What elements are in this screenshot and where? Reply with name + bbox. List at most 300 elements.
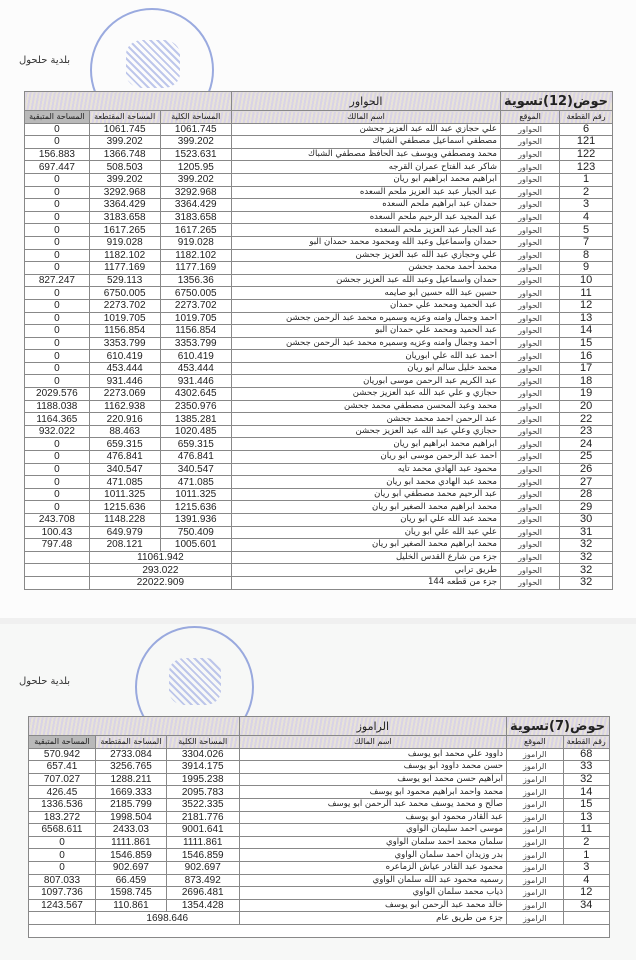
owner-name-cell: عبد الرحيم محمد مصطفي ابو ريان — [232, 488, 501, 501]
col-remaining-area: المساحة المتبقية — [29, 736, 96, 749]
cut-area-cell: 610.419 — [89, 350, 160, 363]
owner-name-cell: ابراهيم حسن محمد ابو يوسف — [239, 773, 506, 786]
table-row — [25, 362, 613, 375]
total-area-cell: 3364.429 — [160, 199, 231, 212]
location-cell: الحواور — [500, 438, 559, 451]
owner-name-cell: عبد الحميد ومحمد علي حمدان — [232, 299, 501, 312]
cut-area-cell: 529.113 — [89, 274, 160, 287]
plot-number-cell: 32 — [560, 539, 613, 552]
table-row — [25, 388, 613, 401]
plot-number-cell: 4 — [560, 211, 613, 224]
owner-name-cell: سلمان محمد احمد سلمان الواوي — [239, 836, 506, 849]
plot-number-cell: 2 — [563, 836, 609, 849]
total-area-cell: 2696.481 — [166, 887, 239, 900]
merged-area-cell: 1698.646 — [95, 912, 239, 925]
cut-area-cell: 1148.228 — [89, 514, 160, 527]
total-area-cell: 1391.936 — [160, 514, 231, 527]
table-row — [25, 350, 613, 363]
location-cell: الحواور — [500, 451, 559, 464]
remaining-area-cell: 0 — [25, 287, 90, 300]
total-area-cell: 1354.428 — [166, 899, 239, 912]
basin-title: حوض(12)تسوية — [500, 92, 612, 111]
remaining-area-cell — [25, 551, 90, 564]
cut-area-cell: 3353.799 — [89, 337, 160, 350]
cut-area-cell: 1182.102 — [89, 249, 160, 262]
total-area-cell: 1995.238 — [166, 773, 239, 786]
cut-area-cell: 1019.705 — [89, 312, 160, 325]
table-row — [29, 748, 610, 761]
col-cut-area: المساحة المقتطعة — [95, 736, 166, 749]
table-row — [25, 476, 613, 489]
remaining-area-cell: 243.708 — [25, 514, 90, 527]
remaining-area-cell: 707.027 — [29, 773, 96, 786]
plot-number-cell: 4 — [563, 874, 609, 887]
location-cell: الحواور — [500, 136, 559, 149]
remaining-area-cell: 0 — [25, 375, 90, 388]
location-cell: الراموز — [507, 824, 564, 837]
total-area-cell: 902.697 — [166, 861, 239, 874]
plot-number-cell: 17 — [560, 362, 613, 375]
remaining-area-cell: 1188.038 — [25, 400, 90, 413]
remaining-area-cell: 0 — [29, 861, 96, 874]
total-area-cell: 2350.976 — [160, 400, 231, 413]
owner-name-cell: صالح و محمد يوسف محمد عبد الرحمن ابو يوسف — [239, 798, 506, 811]
total-area-cell: 6750.005 — [160, 287, 231, 300]
cut-area-cell: 66.459 — [95, 874, 166, 887]
remaining-area-cell: 1097.736 — [29, 887, 96, 900]
merged-area-cell: 293.022 — [89, 564, 231, 577]
table-row — [25, 249, 613, 262]
blank-cell — [29, 924, 610, 937]
document-page-basin-7 — [0, 624, 636, 960]
owner-name-cell: شاكر عبد الفتاح عمران القرجه — [232, 161, 501, 174]
cut-area-cell: 1617.265 — [89, 224, 160, 237]
total-area-cell: 1205.95 — [160, 161, 231, 174]
table-row — [25, 274, 613, 287]
remaining-area-cell: 6568.611 — [29, 824, 96, 837]
col-total-area: المساحة الكلية — [160, 111, 231, 124]
plot-number-cell: 11 — [563, 824, 609, 837]
col-total-area: المساحة الكلية — [166, 736, 239, 749]
remaining-area-cell: 697.447 — [25, 161, 90, 174]
location-cell: الحواور — [500, 161, 559, 174]
plot-number-cell: 9 — [560, 262, 613, 275]
total-area-cell: 3304.026 — [166, 748, 239, 761]
owner-name-cell: حجازي و علي عبد الله عبد العزيز جحشن — [232, 388, 501, 401]
location-cell: الحواور — [500, 299, 559, 312]
total-area-cell: 1011.325 — [160, 488, 231, 501]
table-row-merged — [25, 551, 613, 564]
location-cell: الحواور — [500, 488, 559, 501]
cut-area-cell: 399.202 — [89, 136, 160, 149]
location-cell: الحواور — [500, 514, 559, 527]
remaining-area-cell: 0 — [25, 451, 90, 464]
table-row — [25, 262, 613, 275]
basin-title: حوض(7)تسوية — [507, 717, 610, 736]
owner-name-cell: ذياب محمد سلمان الواوي — [239, 887, 506, 900]
location-cell: الراموز — [507, 874, 564, 887]
owner-name-cell: احمد وجمال وامنه وعزيه وسميره محمد عبد الرحمن جحشن — [232, 337, 501, 350]
plot-number-cell: 22 — [560, 413, 613, 426]
remaining-area-cell: 0 — [25, 463, 90, 476]
table-row — [25, 539, 613, 552]
cut-area-cell: 2273.702 — [89, 299, 160, 312]
location-cell: الحواور — [500, 425, 559, 438]
remaining-area-cell: 426.45 — [29, 786, 96, 799]
location-cell: الراموز — [507, 887, 564, 900]
owner-name-cell: حمدان واسماعيل وعبد الله ومحمود محمد حمدان البو — [232, 236, 501, 249]
cut-area-cell: 3256.765 — [95, 761, 166, 774]
remaining-area-cell: 0 — [25, 501, 90, 514]
location-cell: الحواور — [500, 173, 559, 186]
location-cell: الحواور — [500, 236, 559, 249]
location-cell: الراموز — [507, 836, 564, 849]
cut-area-cell: 2185.799 — [95, 798, 166, 811]
remaining-area-cell — [25, 564, 90, 577]
location-cell: الحواور — [500, 539, 559, 552]
location-cell: الراموز — [507, 899, 564, 912]
total-area-cell: 3292.968 — [160, 186, 231, 199]
owner-name-cell: داوود علي محمد ابو يوسف — [239, 748, 506, 761]
owner-name-cell: خالد محمد عبد الرحمن ابو يوسف — [239, 899, 506, 912]
plot-number-cell: 33 — [563, 761, 609, 774]
cut-area-cell: 659.315 — [89, 438, 160, 451]
location-cell: الحواور — [500, 576, 559, 589]
plot-number-cell: 18 — [560, 375, 613, 388]
cut-area-cell: 1111.861 — [95, 836, 166, 849]
owner-name-cell: حمدان عبد ابراهيم ملحم السعده — [232, 199, 501, 212]
table-row — [25, 425, 613, 438]
total-area-cell: 931.446 — [160, 375, 231, 388]
col-owner-name: اسم المالك — [239, 736, 506, 749]
location-cell: الحواور — [500, 186, 559, 199]
owner-name-cell: حسين عبد الله حسين ابو صايمه — [232, 287, 501, 300]
owner-name-cell: عبد الكريم عبد الرحمن موسى ابوريان — [232, 375, 501, 388]
table-row — [29, 798, 610, 811]
owner-name-cell: محمد أحمد محمد جحشن — [232, 262, 501, 275]
plot-number-cell: 122 — [560, 148, 613, 161]
plot-number-cell: 32 — [560, 564, 613, 577]
table-row — [29, 899, 610, 912]
owner-name-cell: علي حجازي عبد الله عبد العزيز جحشن — [232, 123, 501, 136]
location-cell: الحواور — [500, 224, 559, 237]
total-area-cell: 1156.854 — [160, 325, 231, 338]
table-row — [25, 526, 613, 539]
cut-area-cell: 1998.504 — [95, 811, 166, 824]
remaining-area-cell: 0 — [25, 186, 90, 199]
col-owner-name: اسم المالك — [232, 111, 501, 124]
owner-name-cell: طريق ترابي — [232, 564, 501, 577]
plot-number-cell: 8 — [560, 249, 613, 262]
table-row — [25, 148, 613, 161]
remaining-area-cell — [29, 912, 96, 925]
owner-name-cell: محمد عبد الله علي ابو ريان — [232, 514, 501, 527]
plot-number-cell: 11 — [560, 287, 613, 300]
owner-name-cell: موسى احمد سليمان الواوي — [239, 824, 506, 837]
table-row — [29, 824, 610, 837]
owner-name-cell: عبد الحميد ومحمد علي حمدان البو — [232, 325, 501, 338]
location-cell: الراموز — [507, 748, 564, 761]
total-area-cell: 3522.335 — [166, 798, 239, 811]
remaining-area-cell: 0 — [25, 476, 90, 489]
plot-number-cell: 2 — [560, 186, 613, 199]
municipality-label: بلدية حلحول — [19, 676, 71, 687]
table-row — [25, 186, 613, 199]
owner-name-cell: محمود عبد القادر عياش الزماعره — [239, 861, 506, 874]
total-area-cell: 1061.745 — [160, 123, 231, 136]
owner-name-cell: محمد ومصطفي ويوسف عبد الحافظ مصطفي الشباك — [232, 148, 501, 161]
owner-name-cell: حجازي وعلي عبد الله عبد العزيز جحشن — [232, 425, 501, 438]
table-row — [29, 849, 610, 862]
location-cell: الحواور — [500, 287, 559, 300]
plot-number-cell: 24 — [560, 438, 613, 451]
remaining-area-cell: 0 — [25, 438, 90, 451]
table-row — [29, 811, 610, 824]
land-register-table — [28, 716, 610, 938]
cut-area-cell: 340.547 — [89, 463, 160, 476]
cut-area-cell: 902.697 — [95, 861, 166, 874]
plot-number-cell: 123 — [560, 161, 613, 174]
location-cell: الحواور — [500, 564, 559, 577]
plot-number-cell: 10 — [560, 274, 613, 287]
remaining-area-cell: 797.48 — [25, 539, 90, 552]
plot-number-cell: 5 — [560, 224, 613, 237]
col-plot-number: رقم القطعة — [563, 736, 609, 749]
total-area-cell: 659.315 — [160, 438, 231, 451]
total-area-cell: 750.409 — [160, 526, 231, 539]
col-location: الموقع — [507, 736, 564, 749]
total-area-cell: 1215.636 — [160, 501, 231, 514]
total-area-cell: 1385.281 — [160, 413, 231, 426]
remaining-area-cell: 657.41 — [29, 761, 96, 774]
remaining-area-cell: 0 — [25, 199, 90, 212]
plot-number-cell — [563, 912, 609, 925]
table-blank-row — [29, 924, 610, 937]
location-cell: الحواور — [500, 312, 559, 325]
remaining-area-cell: 0 — [25, 236, 90, 249]
cut-area-cell: 2273.069 — [89, 388, 160, 401]
table-row — [29, 887, 610, 900]
remaining-area-cell: 0 — [25, 249, 90, 262]
table-row — [29, 836, 610, 849]
plot-number-cell: 19 — [560, 388, 613, 401]
remaining-area-cell: 1164.365 — [25, 413, 90, 426]
owner-name-cell: محمود عبد الهادي محمد تايه — [232, 463, 501, 476]
table-row — [25, 161, 613, 174]
plot-number-cell: 15 — [560, 337, 613, 350]
remaining-area-cell: 0 — [25, 299, 90, 312]
total-area-cell: 610.419 — [160, 350, 231, 363]
cut-area-cell: 1215.636 — [89, 501, 160, 514]
plot-number-cell: 31 — [560, 526, 613, 539]
remaining-area-cell: 0 — [25, 224, 90, 237]
table-row — [25, 173, 613, 186]
location-cell: الحواور — [500, 413, 559, 426]
table-row — [25, 451, 613, 464]
total-area-cell: 1177.169 — [160, 262, 231, 275]
table-row — [25, 325, 613, 338]
plot-number-cell: 25 — [560, 451, 613, 464]
cut-area-cell: 1546.859 — [95, 849, 166, 862]
remaining-area-cell: 570.942 — [29, 748, 96, 761]
remaining-area-cell: 0 — [29, 849, 96, 862]
location-cell: الحواور — [500, 375, 559, 388]
total-area-cell: 3183.658 — [160, 211, 231, 224]
cut-area-cell: 2433.03 — [95, 824, 166, 837]
location-cell: الحواور — [500, 199, 559, 212]
owner-name-cell: احمد وجمال وامنه وعزيه وسميره محمد عبد الرحمن جحشن — [232, 312, 501, 325]
owner-name-cell: جزء من قطعه 144 — [232, 576, 501, 589]
plot-number-cell: 1 — [560, 173, 613, 186]
plot-number-cell: 27 — [560, 476, 613, 489]
location-cell: الراموز — [507, 849, 564, 862]
total-area-cell: 476.841 — [160, 451, 231, 464]
owner-name-cell: محمد ابراهيم محمد الصغير ابو ريان — [232, 539, 501, 552]
location-cell: الراموز — [507, 773, 564, 786]
owner-name-cell: ابراهيم محمد ابراهيم ابو ريان — [232, 438, 501, 451]
table-row — [25, 413, 613, 426]
total-area-cell: 1356.36 — [160, 274, 231, 287]
remaining-area-cell: 100.43 — [25, 526, 90, 539]
owner-name-cell: احمد عبد الرحمن موسى ابو ريان — [232, 451, 501, 464]
cut-area-cell: 1669.333 — [95, 786, 166, 799]
location-cell: الحواور — [500, 123, 559, 136]
total-area-cell: 1182.102 — [160, 249, 231, 262]
total-area-cell: 1546.859 — [166, 849, 239, 862]
cut-area-cell: 1598.745 — [95, 887, 166, 900]
cut-area-cell: 476.841 — [89, 451, 160, 464]
owner-name-cell: جزء من شارع القدس الخليل — [232, 551, 501, 564]
table-row — [25, 236, 613, 249]
owner-name-cell: احمد عبد الله علي ابوريان — [232, 350, 501, 363]
remaining-area-cell: 1243.567 — [29, 899, 96, 912]
total-area-cell: 873.492 — [166, 874, 239, 887]
total-area-cell: 2095.783 — [166, 786, 239, 799]
remaining-area-cell: 1336.536 — [29, 798, 96, 811]
total-area-cell: 1005.601 — [160, 539, 231, 552]
location-title: الحواور — [232, 92, 501, 111]
table-row — [29, 773, 610, 786]
plot-number-cell: 23 — [560, 425, 613, 438]
cut-area-cell: 471.085 — [89, 476, 160, 489]
table-row — [25, 400, 613, 413]
location-cell: الحواور — [500, 400, 559, 413]
total-area-cell: 471.085 — [160, 476, 231, 489]
plot-number-cell: 30 — [560, 514, 613, 527]
plot-number-cell: 28 — [560, 488, 613, 501]
header-blank — [29, 717, 240, 736]
table-row — [29, 786, 610, 799]
table-row — [25, 501, 613, 514]
table-row-merged — [25, 576, 613, 589]
cut-area-cell: 1162.938 — [89, 400, 160, 413]
total-area-cell: 1523.631 — [160, 148, 231, 161]
location-cell: الراموز — [507, 786, 564, 799]
owner-name-cell: محمد عبد الهادي محمد ابو ريان — [232, 476, 501, 489]
cut-area-cell: 931.446 — [89, 375, 160, 388]
remaining-area-cell: 0 — [25, 325, 90, 338]
remaining-area-cell: 0 — [25, 350, 90, 363]
plot-number-cell: 7 — [560, 236, 613, 249]
cut-area-cell: 1156.854 — [89, 325, 160, 338]
owner-name-cell: رسميه محمود عبد الله سلمان الواوي — [239, 874, 506, 887]
location-cell: الحواور — [500, 274, 559, 287]
header-blank — [25, 92, 232, 111]
location-cell: الحواور — [500, 526, 559, 539]
plot-number-cell: 14 — [563, 786, 609, 799]
location-cell: الحواور — [500, 337, 559, 350]
plot-number-cell: 13 — [560, 312, 613, 325]
total-area-cell: 1111.861 — [166, 836, 239, 849]
total-area-cell: 3353.799 — [160, 337, 231, 350]
cut-area-cell: 1288.211 — [95, 773, 166, 786]
remaining-area-cell — [25, 576, 90, 589]
table-row — [25, 514, 613, 527]
table-row — [25, 463, 613, 476]
total-area-cell: 3914.175 — [166, 761, 239, 774]
col-cut-area: المساحة المقتطعة — [89, 111, 160, 124]
cut-area-cell: 2733.084 — [95, 748, 166, 761]
cut-area-cell: 1366.748 — [89, 148, 160, 161]
owner-name-cell: حسن محمد داوود ابو يوسف — [239, 761, 506, 774]
owner-name-cell: محمد وعبد المحسن مصطفي محمد جحشن — [232, 400, 501, 413]
table-row — [25, 136, 613, 149]
total-area-cell: 4302.645 — [160, 388, 231, 401]
location-cell: الحواور — [500, 211, 559, 224]
table-row — [25, 337, 613, 350]
table-row — [25, 299, 613, 312]
col-plot-number: رقم القطعة — [560, 111, 613, 124]
table-row — [29, 761, 610, 774]
total-area-cell: 399.202 — [160, 173, 231, 186]
location-cell: الراموز — [507, 811, 564, 824]
plot-number-cell: 15 — [563, 798, 609, 811]
col-remaining-area: المساحة المتبقية — [25, 111, 90, 124]
location-cell: الراموز — [507, 761, 564, 774]
remaining-area-cell: 156.883 — [25, 148, 90, 161]
total-area-cell: 919.028 — [160, 236, 231, 249]
owner-name-cell: علي وحجازي عبد الله عبد العزيز جحشن — [232, 249, 501, 262]
plot-number-cell: 1 — [563, 849, 609, 862]
location-cell: الراموز — [507, 861, 564, 874]
table-row — [25, 224, 613, 237]
plot-number-cell: 32 — [560, 551, 613, 564]
cut-area-cell: 6750.005 — [89, 287, 160, 300]
remaining-area-cell: 183.272 — [29, 811, 96, 824]
remaining-area-cell: 932.022 — [25, 425, 90, 438]
table-row — [29, 874, 610, 887]
table-row — [25, 312, 613, 325]
remaining-area-cell: 0 — [25, 337, 90, 350]
owner-name-cell: بدر وزيدان احمد سلمان الواوي — [239, 849, 506, 862]
municipality-label: بلدية حلحول — [19, 55, 71, 66]
cut-area-cell: 508.503 — [89, 161, 160, 174]
table-row-merged — [29, 912, 610, 925]
total-area-cell: 340.547 — [160, 463, 231, 476]
plot-number-cell: 3 — [560, 199, 613, 212]
owner-name-cell: عبد الجبار عبد العزيز ملحم السعده — [232, 224, 501, 237]
total-area-cell: 1019.705 — [160, 312, 231, 325]
location-cell: الحواور — [500, 249, 559, 262]
total-area-cell: 453.444 — [160, 362, 231, 375]
location-cell: الحواور — [500, 350, 559, 363]
remaining-area-cell: 0 — [25, 488, 90, 501]
plot-number-cell: 121 — [560, 136, 613, 149]
plot-number-cell: 26 — [560, 463, 613, 476]
plot-number-cell: 12 — [560, 299, 613, 312]
cut-area-cell: 88.463 — [89, 425, 160, 438]
cut-area-cell: 399.202 — [89, 173, 160, 186]
